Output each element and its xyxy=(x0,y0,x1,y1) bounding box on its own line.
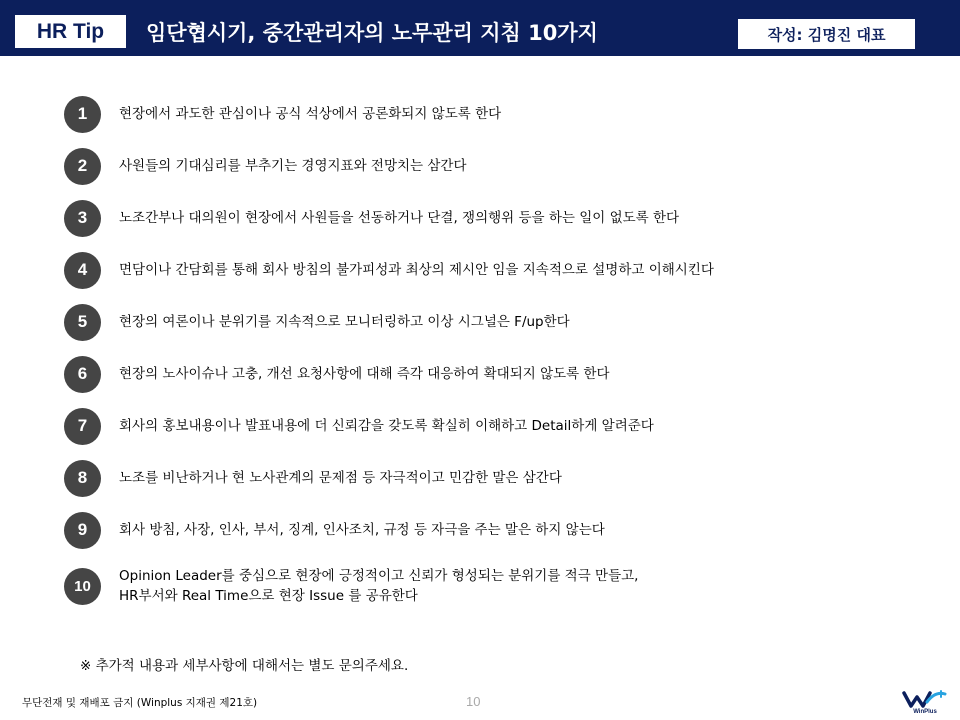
winplus-logo-icon xyxy=(900,689,950,717)
item-number-badge: 5 xyxy=(64,304,101,341)
list-item xyxy=(64,304,944,340)
list-item xyxy=(64,460,944,496)
item-number-badge: 10 xyxy=(64,568,101,605)
item-text: 면담이나 간담회를 통해 회사 방침의 불가피성과 최상의 제시안 임을 지속적으로 설명하고 이해시킨다 xyxy=(119,262,714,278)
item-text: 회사의 홍보내용이나 발표내용에 더 신뢰감을 갖도록 확실히 이해하고 Detail하게 알려준다 xyxy=(119,418,654,434)
item-number-badge: 8 xyxy=(64,460,101,497)
item-number-badge: 4 xyxy=(64,252,101,289)
list-item xyxy=(64,252,944,288)
item-number-badge: 7 xyxy=(64,408,101,445)
list-item xyxy=(64,200,944,236)
page-number: 10 xyxy=(466,694,481,709)
winplus-logo-mark xyxy=(900,689,950,711)
item-number-badge: 9 xyxy=(64,512,101,549)
footnote: ※ 추가적 내용과 세부사항에 대해서는 별도 문의주세요. xyxy=(80,658,409,674)
copyright-notice: 무단전재 및 재배포 금지 (Winplus 지재권 제21호) xyxy=(22,697,258,709)
item-text-line-2: HR부서와 Real Time으로 현장 Issue 를 공유한다 xyxy=(119,588,418,604)
item-text: 사원들의 기대심리를 부추기는 경영지표와 전망치는 삼간다 xyxy=(119,158,467,174)
item-text xyxy=(119,566,638,606)
item-number-badge: 1 xyxy=(64,96,101,133)
item-text: 회사 방침, 사장, 인사, 부서, 징계, 인사조치, 규정 등 자극을 주는 말은 하지 않는다 xyxy=(119,522,605,538)
item-number-badge: 3 xyxy=(64,200,101,237)
list-item xyxy=(64,148,944,184)
list-item xyxy=(64,512,944,548)
item-text: 현장에서 과도한 관심이나 공식 석상에서 공론화되지 않도록 한다 xyxy=(119,106,502,122)
item-text: 노조를 비난하거나 현 노사관계의 문제점 등 자극적이고 민감한 말은 삼간다 xyxy=(119,470,562,486)
list-item xyxy=(64,566,944,606)
header-bar xyxy=(0,0,960,56)
item-number-badge: 6 xyxy=(64,356,101,393)
author-badge: 작성: 김명진 대표 xyxy=(738,19,915,49)
list-item xyxy=(64,96,944,132)
list-item xyxy=(64,356,944,392)
item-text-line-1: Opinion Leader를 중심으로 현장에 긍정적이고 신뢰가 형성되는 분위기를 적극 만들고, xyxy=(119,568,639,584)
item-text: 현장의 여론이나 분위기를 지속적으로 모니터링하고 이상 시그널은 F/up한다 xyxy=(119,314,570,330)
item-text: 노조간부나 대의원이 현장에서 사원들을 선동하거나 단결, 쟁의행위 등을 하는 일이 없도록 한다 xyxy=(119,210,680,226)
hr-tip-tag: HR Tip xyxy=(15,15,126,48)
logo-wordmark: WinPlus xyxy=(913,709,937,715)
item-text: 현장의 노사이슈나 고충, 개선 요청사항에 대해 즉각 대응하여 확대되지 않도록 한다 xyxy=(119,366,610,382)
item-number-badge: 2 xyxy=(64,148,101,185)
list-item xyxy=(64,408,944,444)
page-title: 임단협시기, 중간관리자의 노무관리 지침 10가지 xyxy=(146,21,598,45)
